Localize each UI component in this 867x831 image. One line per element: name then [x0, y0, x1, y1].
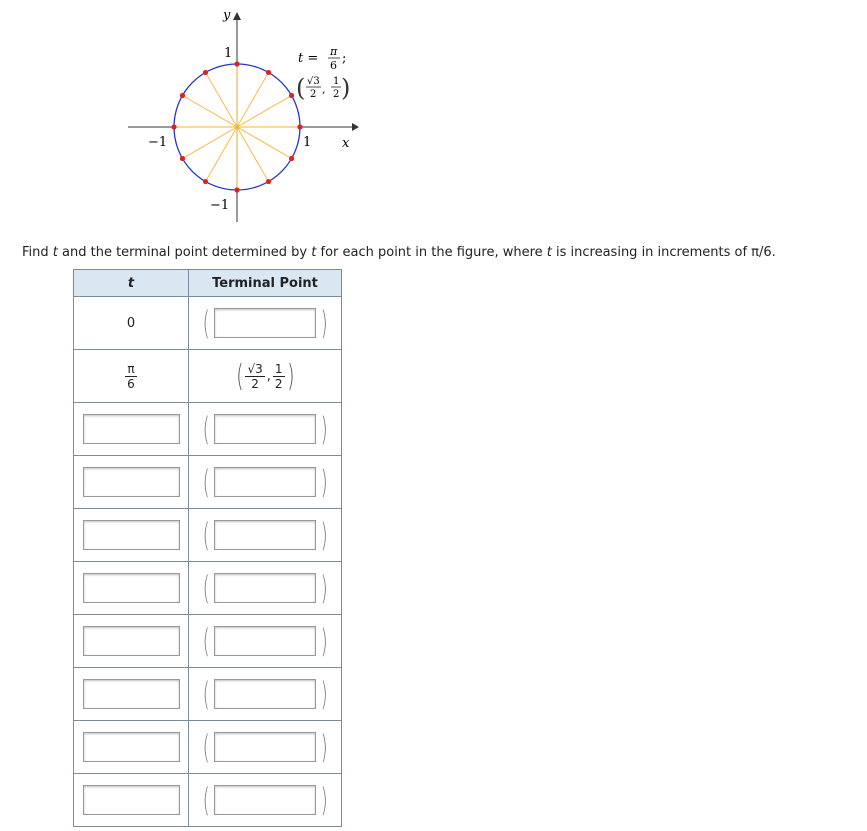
- t-value-cell: [74, 350, 189, 403]
- y-axis-label: y: [223, 8, 231, 23]
- y-tick-pos: 1: [224, 46, 233, 61]
- t-value-cell: [74, 562, 189, 615]
- right-paren: ): [320, 463, 328, 501]
- terminal-point-9: [234, 187, 239, 192]
- t-value-input[interactable]: [83, 785, 180, 815]
- prompt-part2: and the terminal point determined by: [57, 245, 312, 260]
- t-value-pi-over-6: [125, 362, 137, 391]
- left-paren: (: [202, 304, 210, 342]
- point-y-frac: [273, 362, 285, 391]
- x-tick-pos: 1: [303, 135, 312, 150]
- prompt-t2: t: [311, 245, 317, 260]
- point-x-den: 2: [251, 376, 259, 391]
- point-y-num: 1: [274, 361, 283, 376]
- ray-1: [237, 96, 292, 128]
- terminal-point-6: [171, 124, 176, 129]
- point-input-group: [200, 516, 331, 554]
- point-cell: [189, 721, 342, 774]
- table-row: [74, 297, 342, 350]
- y-tick-neg: −1: [210, 198, 230, 213]
- t-value-cell: [74, 774, 189, 827]
- terminal-point-11: [289, 156, 294, 161]
- table-header-row: [74, 270, 342, 297]
- left-paren: (: [202, 569, 210, 607]
- ray-11: [237, 127, 292, 159]
- t-value-input[interactable]: [83, 679, 180, 709]
- t-value-cell: [74, 456, 189, 509]
- terminal-point-input[interactable]: [214, 573, 316, 603]
- right-paren: ): [320, 569, 328, 607]
- terminal-point-5: [180, 93, 185, 98]
- ray-4: [206, 72, 238, 127]
- t-value-input[interactable]: [83, 467, 180, 497]
- coord-x-den: 2: [310, 89, 317, 100]
- left-paren: (: [202, 675, 210, 713]
- right-paren: ): [320, 728, 328, 766]
- t-den: 6: [330, 59, 337, 72]
- coord-lparen: (: [296, 74, 306, 102]
- ray-2: [237, 72, 269, 127]
- unit-circle-figure: [0, 0, 867, 235]
- terminal-point-7: [180, 156, 185, 161]
- point-cell: [189, 668, 342, 721]
- terminal-point-input[interactable]: [214, 308, 316, 338]
- point-input-group: [200, 781, 331, 819]
- point-input-group: [200, 463, 331, 501]
- coord-y-den: 2: [333, 89, 340, 100]
- left-paren: (: [236, 358, 244, 394]
- left-paren: (: [202, 781, 210, 819]
- prompt-part3: for each point in the figure, where: [316, 245, 547, 260]
- point-cell: [189, 456, 342, 509]
- t-value-cell: [74, 509, 189, 562]
- left-paren: (: [202, 463, 210, 501]
- terminal-point-input[interactable]: [214, 414, 316, 444]
- point-cell: [189, 350, 342, 403]
- coord-y-num: 1: [333, 76, 340, 87]
- prompt-part1: Find: [22, 245, 53, 260]
- point-comma: ,: [266, 368, 271, 384]
- point-input-group: [200, 304, 331, 342]
- point-cell: [189, 774, 342, 827]
- point-cell: [189, 297, 342, 350]
- table-row: [74, 403, 342, 456]
- left-paren: (: [202, 410, 210, 448]
- terminal-point-8: [203, 179, 208, 184]
- point-x-frac: [245, 362, 264, 391]
- point-input-group: [200, 622, 331, 660]
- t-value-cell: [74, 403, 189, 456]
- terminal-point-input[interactable]: [214, 732, 316, 762]
- terminal-point-input[interactable]: [214, 626, 316, 656]
- y-axis-arrow-icon: [233, 12, 241, 20]
- t-value-cell: [74, 615, 189, 668]
- header-t: t: [74, 270, 189, 297]
- table-row: [74, 509, 342, 562]
- t-value-input[interactable]: [83, 626, 180, 656]
- coord-rparen: ): [341, 74, 351, 102]
- terminal-point-4: [203, 70, 208, 75]
- table-row: [74, 668, 342, 721]
- right-paren: ): [320, 516, 328, 554]
- t-frac-den: 6: [127, 376, 135, 391]
- point-input-group: [200, 410, 331, 448]
- point-cell: [189, 403, 342, 456]
- left-paren: (: [202, 728, 210, 766]
- t-sep: ;: [342, 51, 347, 66]
- coord-comma: ,: [322, 83, 326, 96]
- t-equals-label: t =: [298, 51, 319, 66]
- t-value-input[interactable]: [83, 732, 180, 762]
- t-value-cell: [74, 668, 189, 721]
- point-input-group: [200, 675, 331, 713]
- table-row: [74, 615, 342, 668]
- right-paren: ): [320, 304, 328, 342]
- instruction-text: [22, 245, 776, 260]
- x-axis-label: x: [342, 136, 350, 151]
- table-row: [74, 721, 342, 774]
- terminal-point-10: [266, 179, 271, 184]
- t-value-input[interactable]: [83, 520, 180, 550]
- right-paren: ): [320, 410, 328, 448]
- t-frac-num: π: [125, 362, 137, 377]
- x-axis-arrow-icon: [352, 123, 359, 131]
- point-input-group: [200, 569, 331, 607]
- coord-x-num: √3: [307, 76, 320, 87]
- right-paren: ): [320, 781, 328, 819]
- prompt-part4: is increasing in increments of π/6.: [551, 245, 776, 260]
- table-row: [74, 562, 342, 615]
- right-paren: ): [320, 622, 328, 660]
- t-value-cell: [74, 297, 189, 350]
- right-paren: ): [286, 358, 294, 394]
- terminal-point-3: [234, 61, 239, 66]
- point-cell: [189, 615, 342, 668]
- point-x-num: √3: [247, 361, 263, 376]
- table-row: [74, 774, 342, 827]
- point-cell: [189, 562, 342, 615]
- point-input-group: [200, 728, 331, 766]
- terminal-point-input[interactable]: [214, 679, 316, 709]
- t-value-input[interactable]: [83, 414, 180, 444]
- table-row: [74, 350, 342, 403]
- t-value-zero: 0: [126, 315, 136, 331]
- t-value-cell: [74, 721, 189, 774]
- prompt-t3: t: [546, 245, 552, 260]
- terminal-point-1: [289, 93, 294, 98]
- ray-10: [237, 127, 269, 182]
- terminal-point-2: [266, 70, 271, 75]
- ray-5: [182, 96, 237, 128]
- terminal-point-input[interactable]: [214, 467, 316, 497]
- ray-7: [182, 127, 237, 159]
- left-paren: (: [202, 622, 210, 660]
- answer-table: [73, 269, 342, 827]
- point-cell: [189, 509, 342, 562]
- prompt-t1: t: [52, 245, 58, 260]
- right-paren: ): [320, 675, 328, 713]
- terminal-point-0: [297, 124, 302, 129]
- t-value-input[interactable]: [83, 573, 180, 603]
- table-row: [74, 456, 342, 509]
- given-terminal-point: [234, 359, 297, 394]
- point-y-den: 2: [274, 376, 283, 391]
- ray-8: [206, 127, 238, 182]
- header-terminal-point: Terminal Point: [189, 270, 342, 297]
- left-paren: (: [202, 516, 210, 554]
- t-num: π: [330, 45, 338, 58]
- x-tick-neg: −1: [148, 135, 168, 150]
- terminal-point-input[interactable]: [214, 785, 316, 815]
- terminal-point-input[interactable]: [214, 520, 316, 550]
